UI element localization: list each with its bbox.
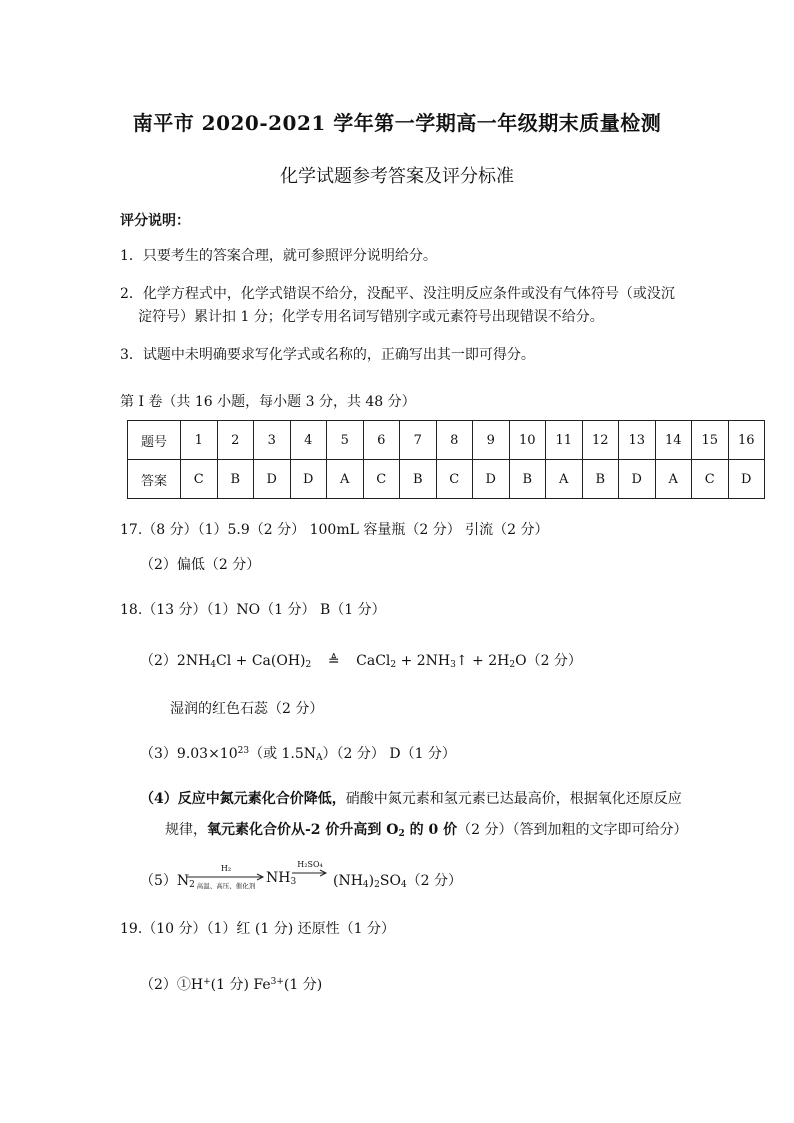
question-number: 7: [400, 421, 437, 460]
question-number: 8: [436, 421, 473, 460]
q19-line-1: 19.（10 分）（1）红 (1 分) 还原性（1 分）: [120, 921, 395, 937]
p4-text: 硝酸中氮元素和氢元素已达最高价，根据氧化还原反应: [345, 791, 682, 807]
answer-cell: D: [619, 460, 656, 499]
p4-bold: 氧元素化合价从-2 价升高到 O: [207, 822, 399, 838]
reaction-arrow-1: [186, 864, 266, 890]
answer-cell: C: [692, 460, 729, 499]
page-subtitle: 化学试题参考答案及评分标准: [280, 166, 514, 187]
reaction-arrow-2: [292, 860, 328, 877]
q19-text: （2）①H: [140, 977, 204, 993]
table-row: [128, 421, 765, 460]
answer-cell: D: [728, 460, 765, 499]
p5-text: （5）N: [140, 873, 190, 889]
q19-sup: 3+: [270, 977, 284, 987]
answer-cell: C: [436, 460, 473, 499]
eq-text: （2）2NH: [140, 653, 211, 669]
question-number: 12: [582, 421, 619, 460]
p5-text: NH: [266, 870, 291, 886]
question-number: 2: [217, 421, 254, 460]
q18-part-4-line-2: [165, 819, 688, 839]
eq-sub: 4: [210, 660, 217, 670]
arrow-reagent-h2so4: H₂SO₄: [297, 860, 323, 869]
page-title: 南平市 2020-2021 学年第一学期高一年级期末质量检测: [132, 111, 662, 135]
notes-heading: 评分说明：: [120, 213, 190, 229]
eq-sub: 2: [509, 660, 516, 670]
q17-line-2: （2）偏低（2 分）: [140, 557, 261, 573]
answer-cell: A: [327, 460, 364, 499]
heating-condition-icon: ≜: [327, 653, 340, 669]
p4-bold: 的 0 价: [404, 822, 458, 838]
p5-sub: 3: [290, 877, 297, 887]
eq-text: ↑ + 2H: [455, 653, 510, 669]
eq-sub: 3: [450, 660, 456, 670]
p3-text: （或 1.5N: [249, 746, 317, 762]
p4-text: （2 分）（答到加粗的文字即可给分）: [457, 822, 688, 838]
q18-product: [333, 870, 462, 890]
table-row: [128, 460, 765, 499]
question-number: 13: [619, 421, 656, 460]
q18-part-3: [140, 743, 456, 763]
eq-text: Cl + Ca(OH): [216, 653, 306, 669]
q19-text: (1 分): [283, 977, 323, 993]
answer-cell: D: [254, 460, 291, 499]
q18-reagent: 湿润的红色石蕊（2 分）: [170, 701, 324, 717]
p5-text: （2 分）: [406, 873, 463, 889]
answer-cell: C: [363, 460, 400, 499]
q19-sup: +: [203, 977, 211, 987]
question-number: 5: [327, 421, 364, 460]
p5-sub: 2: [189, 880, 195, 890]
answer-cell: B: [217, 460, 254, 499]
question-number: 14: [655, 421, 692, 460]
q17-line-1: 17.（8 分）（1）5.9（2 分） 100mL 容量瓶（2 分） 引流（2 分）: [120, 522, 549, 538]
p4-bold: （4）反应中氮元素化合价降低，: [140, 791, 346, 807]
p5-sub: 4: [362, 880, 369, 890]
answer-cell: D: [473, 460, 510, 499]
answer-cell: A: [655, 460, 692, 499]
answer-cell: A: [546, 460, 583, 499]
eq-sub: 2: [390, 660, 397, 670]
arrow-condition: 高温、高压、催化剂: [196, 882, 256, 890]
answer-cell: B: [509, 460, 546, 499]
q18-equation: [140, 650, 582, 670]
eq-text: O（2 分）: [515, 653, 582, 669]
p5-text: (NH: [333, 873, 363, 889]
p5-text: SO: [379, 873, 401, 889]
answer-table: [127, 420, 765, 499]
question-number: 6: [363, 421, 400, 460]
q18-line-1: 18.（13 分）（1）NO（1 分） B（1 分）: [120, 602, 386, 618]
p4-text: 规律，: [165, 822, 207, 838]
q18-part-4-line-1: [140, 788, 682, 808]
section-1-heading: 第 I 卷（共 16 小题，每小题 3 分，共 48 分）: [120, 394, 416, 410]
note-item-2-cont: 淀符号）累计扣 1 分；化学专用名词写错别字或元素符号出现错误不给分。: [138, 309, 604, 325]
q19-line-2: [140, 974, 322, 994]
q19-text: (1 分) Fe: [210, 977, 271, 993]
question-number: 9: [473, 421, 510, 460]
table-answer-label: 答案: [128, 460, 181, 499]
arrow-reagent-h2: H₂: [220, 864, 232, 873]
right-arrow-icon: [292, 869, 328, 877]
note-item-1: 1．只要考生的答案合理，就可参照评分说明给分。: [120, 248, 437, 264]
answer-cell: D: [290, 460, 327, 499]
question-number: 3: [254, 421, 291, 460]
table-header-label: 题号: [128, 421, 181, 460]
p3-exp: 23: [237, 746, 250, 756]
eq-text: + 2NH: [396, 653, 451, 669]
answer-cell: B: [582, 460, 619, 499]
note-item-2: 2．化学方程式中，化学式错误不给分，没配平、没注明反应条件或没有气体符号（或没沉: [120, 286, 675, 302]
question-number: 15: [692, 421, 729, 460]
answer-cell: C: [181, 460, 218, 499]
right-arrow-icon: [186, 873, 266, 881]
p5-sub: 4: [400, 880, 407, 890]
question-number: 11: [546, 421, 583, 460]
p3-text: （3）9.03×10: [140, 746, 238, 762]
p3-sub: A: [316, 753, 323, 763]
p5-sub: 2: [374, 880, 380, 890]
question-number: 1: [181, 421, 218, 460]
p5-text: ): [368, 873, 375, 889]
question-number: 4: [290, 421, 327, 460]
p4-sub: 2: [398, 829, 405, 839]
note-item-3: 3．试题中未明确要求写化学式或名称的，正确写出其一即可得分。: [120, 347, 535, 363]
question-number: 16: [728, 421, 765, 460]
answer-cell: B: [400, 460, 437, 499]
question-number: 10: [509, 421, 546, 460]
eq-sub: 2: [305, 660, 312, 670]
eq-text: CaCl: [356, 653, 391, 669]
p3-text: ）（2 分） D（1 分）: [322, 746, 456, 762]
